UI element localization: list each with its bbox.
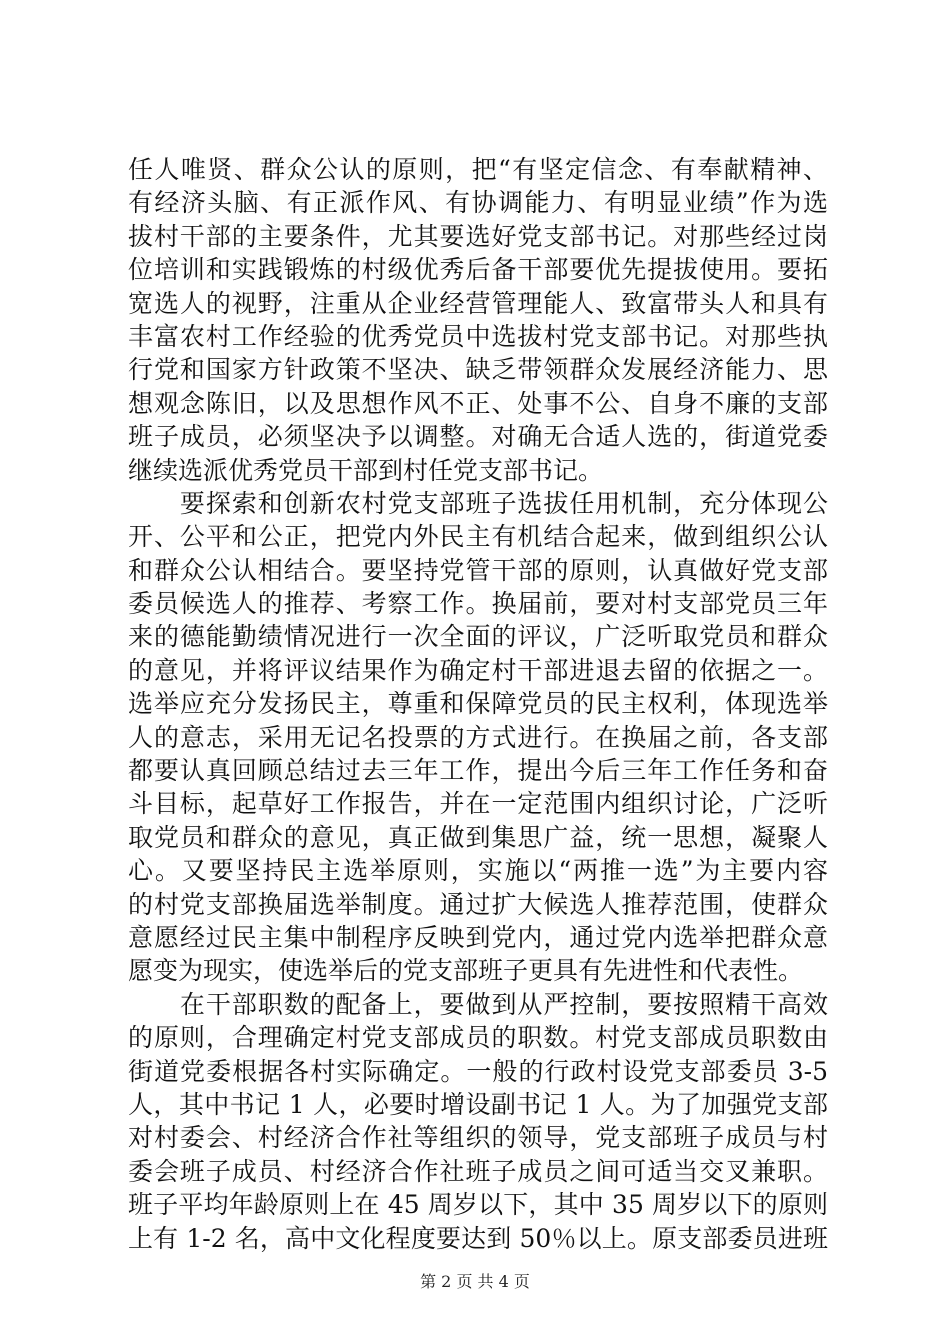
text-line: 有经济头脑、有正派作风、有协调能力、有明显业绩”作为选 xyxy=(128,188,828,218)
text-line: 丰富农村工作经验的优秀党员中选拔村党支部书记。对那些执 xyxy=(128,321,828,351)
text-line: 的原则，合理确定村党支部成员的职数。村党支部成员职数由 xyxy=(128,1023,828,1053)
text-line: 斗目标，起草好工作报告，并在一定范围内组织讨论，广泛听 xyxy=(128,789,828,819)
text-line: 都要认真回顾总结过去三年工作，提出今后三年工作任务和奋 xyxy=(128,756,828,786)
text-line: 行党和国家方针政策不坚决、缺乏带领群众发展经济能力、思 xyxy=(128,355,828,385)
text-line: 宽选人的视野，注重从企业经营管理能人、致富带头人和具有 xyxy=(128,288,828,318)
text-line: 在干部职数的配备上，要做到从严控制，要按照精干高效 xyxy=(128,989,828,1019)
text-line: 街道党委根据各村实际确定。一般的行政村设党支部委员 3-5 xyxy=(128,1056,828,1086)
text-line: 班子成员，必须坚决予以调整。对确无合适人选的，街道党委 xyxy=(128,422,828,452)
text-line: 的村党支部换届选举制度。通过扩大候选人推荐范围，使群众 xyxy=(128,889,828,919)
body-text xyxy=(128,153,828,1255)
text-line: 继续选派优秀党员干部到村任党支部书记。 xyxy=(128,455,604,485)
page-footer: 第 2 页 共 4 页 xyxy=(420,1272,530,1291)
text-line: 人，其中书记 1 人，必要时增设副书记 1 人。为了加强党支部 xyxy=(128,1089,828,1119)
text-line: 来的德能勤绩情况进行一次全面的评议，广泛听取党员和群众 xyxy=(128,622,828,652)
text-line: 意愿经过民主集中制程序反映到党内，通过党内选举把群众意 xyxy=(128,922,828,952)
text-line: 对村委会、村经济合作社等组织的领导，党支部班子成员与村 xyxy=(128,1123,828,1153)
text-line: 的意见，并将评议结果作为确定村干部进退去留的依据之一。 xyxy=(128,655,828,685)
text-line: 想观念陈旧，以及思想作风不正、处事不公、自身不廉的支部 xyxy=(128,388,828,418)
text-line: 委员候选人的推荐、考察工作。换届前，要对村支部党员三年 xyxy=(128,589,828,619)
text-line: 和群众公认相结合。要坚持党管干部的原则，认真做好党支部 xyxy=(128,555,828,585)
text-line: 开、公平和公正，把党内外民主有机结合起来，做到组织公认 xyxy=(128,522,828,552)
text-line: 位培训和实践锻炼的村级优秀后备干部要优先提拔使用。要拓 xyxy=(128,255,828,285)
text-line: 委会班子成员、村经济合作社班子成员之间可适当交叉兼职。 xyxy=(128,1156,828,1186)
text-line: 心。又要坚持民主选举原则，实施以“两推一选”为主要内容 xyxy=(128,856,828,886)
text-line: 人的意志，采用无记名投票的方式进行。在换届之前，各支部 xyxy=(128,722,828,752)
text-line: 拔村干部的主要条件，尤其要选好党支部书记。对那些经过岗 xyxy=(128,221,828,251)
text-line: 愿变为现实，使选举后的党支部班子更具有先进性和代表性。 xyxy=(128,956,804,986)
text-line: 任人唯贤、群众公认的原则，把“有坚定信念、有奉献精神、 xyxy=(128,155,828,184)
text-line: 要探索和创新农村党支部班子选拔任用机制，充分体现公 xyxy=(128,488,828,518)
text-line: 选举应充分发扬民主，尊重和保障党员的民主权利，体现选举 xyxy=(128,689,828,719)
text-line: 班子平均年龄原则上在 45 周岁以下，其中 35 周岁以下的原则 xyxy=(128,1190,828,1220)
text-line: 取党员和群众的意见，真正做到集思广益，统一思想，凝聚人 xyxy=(128,822,828,852)
text-line: 上有 1-2 名，高中文化程度要达到 50％以上。原支部委员进班 xyxy=(128,1223,828,1253)
